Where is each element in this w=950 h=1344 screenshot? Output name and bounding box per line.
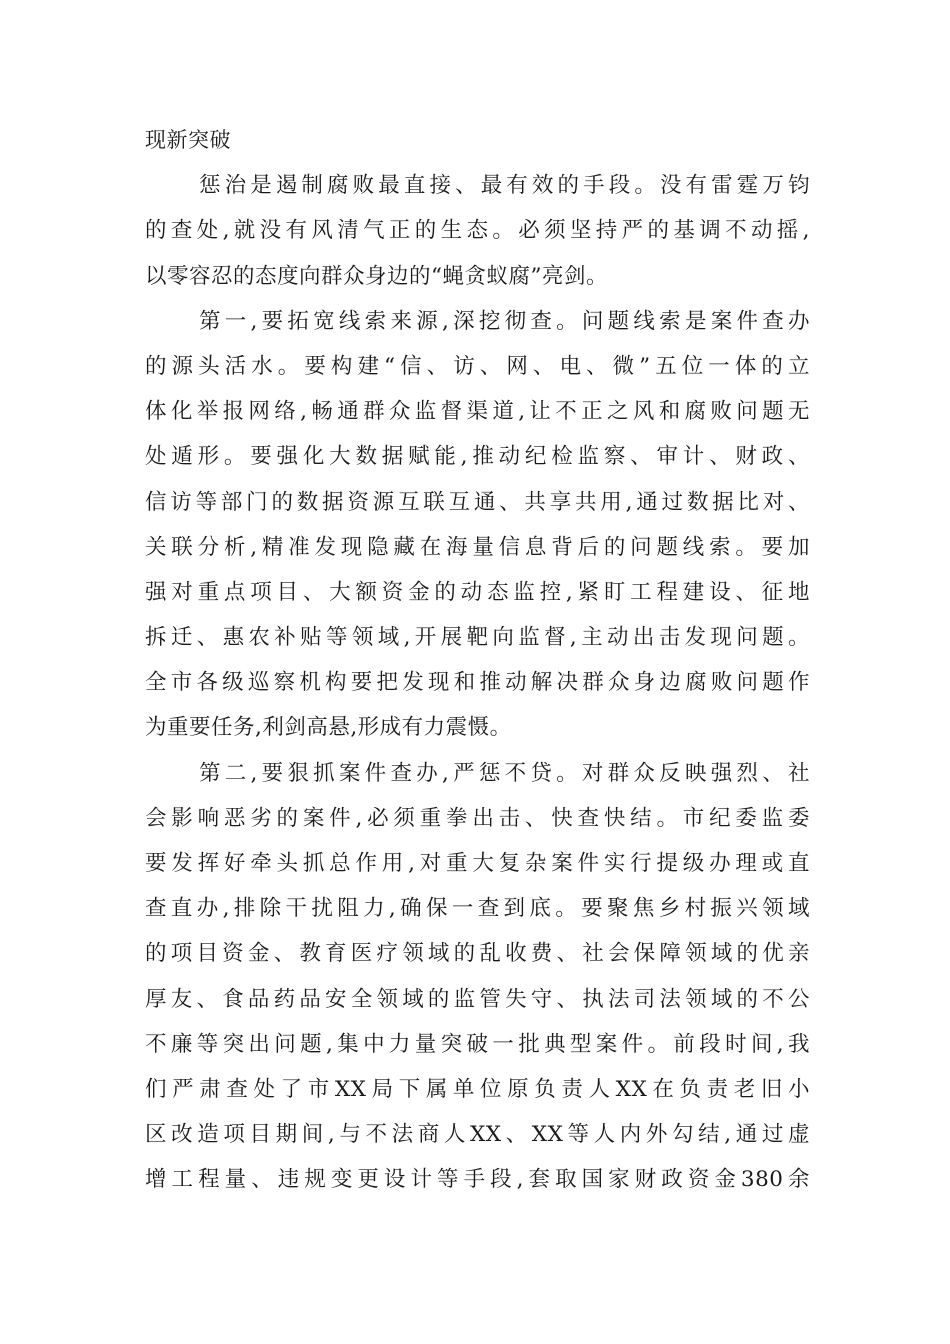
paragraph-2-line-6: 关联分析,精准发现隐藏在海量信息背后的问题线索。要加 — [145, 534, 810, 560]
paragraph-3-line-7: 不廉等突出问题,集中力量突破一批典型案件。前段时间,我 — [145, 1031, 810, 1057]
paragraph-2-line-2: 的源头活水。要构建“信、访、网、电、微”五位一体的立 — [145, 353, 810, 379]
paragraph-3-line-2: 会影响恶劣的案件,必须重拳出击、快查快结。市纪委监委 — [145, 805, 810, 831]
document-body — [145, 118, 810, 1203]
paragraph-3-line-6: 厚友、食品药品安全领域的监管失守、执法司法领域的不公 — [145, 986, 810, 1012]
paragraph-3-line-8: 们严肃查处了市XX局下属单位原负责人XX在负责老旧小 — [145, 1076, 810, 1102]
paragraph-2-line-7: 强对重点项目、大额资金的动态监控,紧盯工程建设、征地 — [145, 579, 810, 605]
paragraph-2-line-8: 拆迁、惠农补贴等领域,开展靶向监督,主动出击发现问题。 — [145, 625, 810, 651]
paragraph-2-line-9: 全市各级巡察机构要把发现和推动解决群众身边腐败问题作 — [145, 670, 810, 696]
paragraph-2-line-10: 为重要任务,利剑高悬,形成有力震慑。 — [145, 715, 512, 741]
paragraph-1-line-2: 的查处,就没有风清气正的生态。必须坚持严的基调不动摇, — [145, 218, 810, 244]
paragraph-3-line-10: 增工程量、违规变更设计等手段,套取国家财政资金380余 — [145, 1167, 810, 1193]
paragraph-2-line-3: 体化举报网络,畅通群众监督渠道,让不正之风和腐败问题无 — [145, 399, 810, 425]
paragraph-3-line-9: 区改造项目期间,与不法商人XX、XX等人内外勾结,通过虚 — [145, 1122, 810, 1148]
paragraph-2-line-4: 处遁形。要强化大数据赋能,推动纪检监察、审计、财政、 — [145, 444, 810, 470]
paragraph-3-line-1: 第二,要狠抓案件查办,严惩不贷。对群众反映强烈、社 — [199, 760, 810, 786]
paragraph-3-line-5: 的项目资金、教育医疗领域的乱收费、社会保障领域的优亲 — [145, 941, 810, 967]
paragraph-1-line-3: 以零容忍的态度向群众身边的“蝇贪蚁腐”亮剑。 — [145, 263, 608, 289]
paragraph-1-line-1: 惩治是遏制腐败最直接、最有效的手段。没有雷霆万钧 — [199, 173, 810, 199]
paragraph-3-line-3: 要发挥好牵头抓总作用,对重大复杂案件实行提级办理或直 — [145, 851, 810, 876]
paragraph-2-line-5: 信访等部门的数据资源互联互通、共享共用,通过数据比对、 — [145, 489, 810, 515]
section-heading-fragment: 现新突破 — [145, 128, 231, 152]
paragraph-2-line-1: 第一,要拓宽线索来源,深挖彻查。问题线索是案件查办 — [199, 308, 810, 334]
paragraph-3-line-4: 查直办,排除干扰阻力,确保一查到底。要聚焦乡村振兴领域 — [145, 896, 810, 922]
